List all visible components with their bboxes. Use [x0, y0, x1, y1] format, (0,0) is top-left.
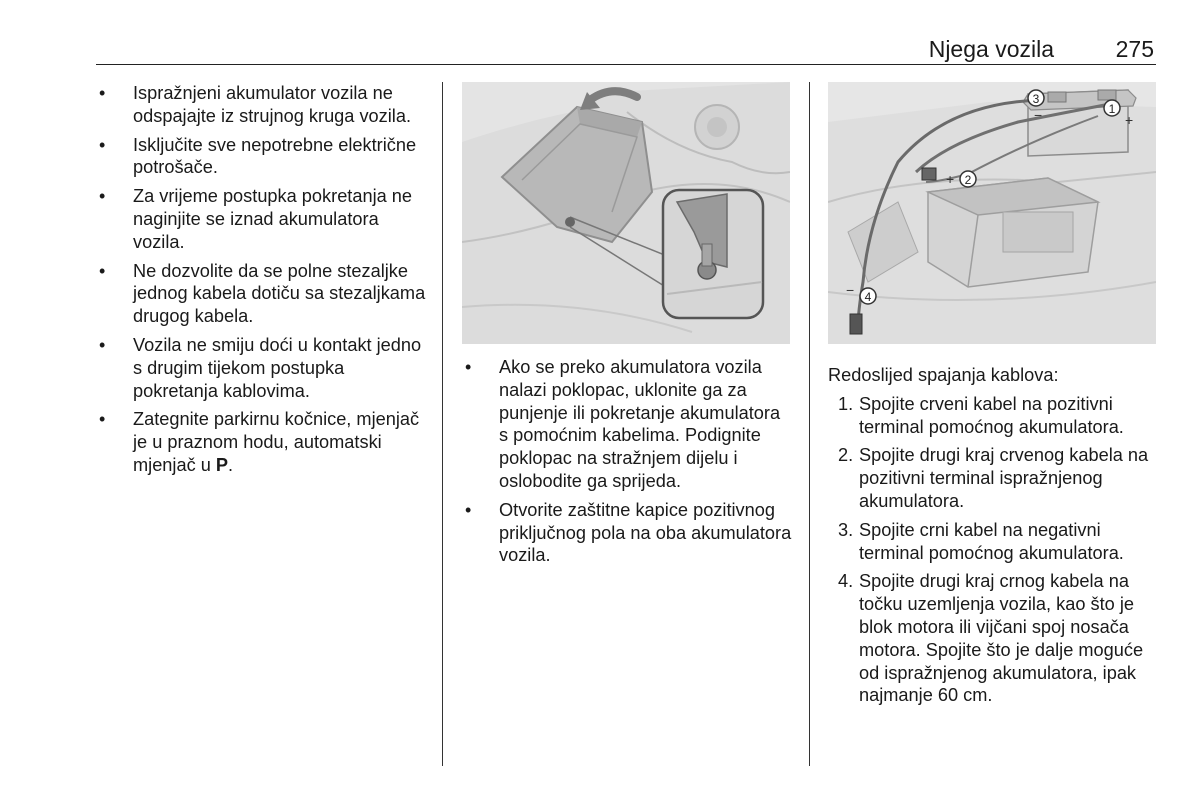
column-middle [462, 82, 792, 573]
column-divider [442, 82, 443, 766]
svg-text:1: 1 [1108, 102, 1116, 116]
bullet-icon: • [465, 357, 472, 377]
list-item [828, 444, 1162, 512]
gear-position-p: P [215, 454, 229, 475]
column-right [828, 82, 1162, 713]
callout-2 [960, 171, 976, 187]
safety-bullet-list [96, 82, 428, 477]
column-divider [809, 82, 810, 766]
jump-cable-connection-illustration [828, 82, 1156, 344]
battery-cover-illustration [462, 82, 790, 344]
bullet-icon: • [99, 409, 106, 430]
step-number: 2. [838, 445, 854, 466]
list-item [96, 134, 428, 180]
bullet-icon: • [99, 334, 106, 355]
list-item-text: Ako se preko akumulatora vozila nalazi poklopac, uklonite ga za punjenje ili pokretanje akumulatora s pomoćnim kabelima. Podignite poklopac na stražnjem dijelu i oslobodite ga sprijeda. [499, 357, 781, 491]
list-item [828, 570, 1162, 707]
svg-text:+: + [1125, 112, 1134, 128]
list-item-text: Isključite sve nepotrebne električne potrošače. [133, 134, 417, 178]
preparation-bullet-list [462, 356, 792, 567]
list-item-text: Zategnite parkirnu kočnice, mjenjač je u praznom hodu, automatski mjenjač u [133, 409, 420, 475]
bullet-icon: • [99, 83, 106, 103]
list-item [462, 356, 792, 493]
step-number: 1. [838, 393, 854, 414]
step-number: 4. [838, 571, 854, 592]
section-title: Njega vozila [928, 36, 1054, 62]
list-item [96, 408, 428, 476]
list-item [96, 260, 428, 328]
list-item-text: Vozila ne smiju doći u kontakt jedno s drugim tijekom postupka pokretanja kablovima. [133, 334, 422, 401]
page-number: 275 [1115, 36, 1154, 62]
list-item-text: Ne dozvolite da se polne stezaljke jednog kabela dotiču sa stezaljkama drugog kabela. [133, 260, 426, 327]
svg-text:2: 2 [964, 173, 972, 187]
svg-text:+: + [946, 171, 955, 187]
list-item [96, 185, 428, 253]
callout-3 [1028, 90, 1044, 106]
column-left [96, 82, 428, 483]
svg-text:3: 3 [1032, 92, 1040, 106]
list-item [828, 519, 1162, 565]
svg-text:−: − [1034, 107, 1043, 123]
list-item [96, 334, 428, 402]
step-text: Spojite drugi kraj crvenog kabela na pozitivni terminal ispražnjenog akumulatora. [859, 445, 1149, 511]
callout-1 [1104, 100, 1120, 116]
callout-4 [860, 288, 876, 304]
list-item [462, 499, 792, 567]
list-item-text: Za vrijeme postupka pokretanja ne naginjite se iznad akumulatora vozila. [133, 186, 413, 252]
list-item [96, 82, 428, 128]
list-item-text: Ispražnjeni akumulator vozila ne odspajajte iz strujnog kruga vozila. [133, 83, 412, 126]
list-item-end: . [228, 454, 234, 475]
bullet-icon: • [99, 260, 106, 281]
svg-text:−: − [846, 282, 855, 298]
bullet-icon: • [99, 186, 106, 207]
connection-order-heading: Redoslijed spajanja kablova: [828, 365, 1059, 385]
connection-steps-list [828, 393, 1162, 707]
step-text: Spojite crni kabel na negativni terminal pomoćnog akumulatora. [859, 519, 1124, 563]
step-text: Spojite drugi kraj crnog kabela na točku uzemljenja vozila, kao što je blok motora ili vijčani spoj nosača motora. Spojite što je dalje moguće od ispražnjenog akumulatora, ipak najmanje 60 cm. [859, 571, 1144, 706]
page-header [96, 30, 1156, 65]
bullet-icon: • [465, 499, 472, 520]
bullet-icon: • [99, 134, 106, 155]
step-text: Spojite crveni kabel na pozitivni terminal pomoćnog akumulatora. [859, 393, 1124, 437]
step-number: 3. [838, 519, 854, 540]
svg-text:4: 4 [864, 290, 872, 304]
list-item [828, 393, 1162, 439]
list-item-text: Otvorite zaštitne kapice pozitivnog priključnog pola na oba akumulatora vozila. [499, 499, 792, 566]
